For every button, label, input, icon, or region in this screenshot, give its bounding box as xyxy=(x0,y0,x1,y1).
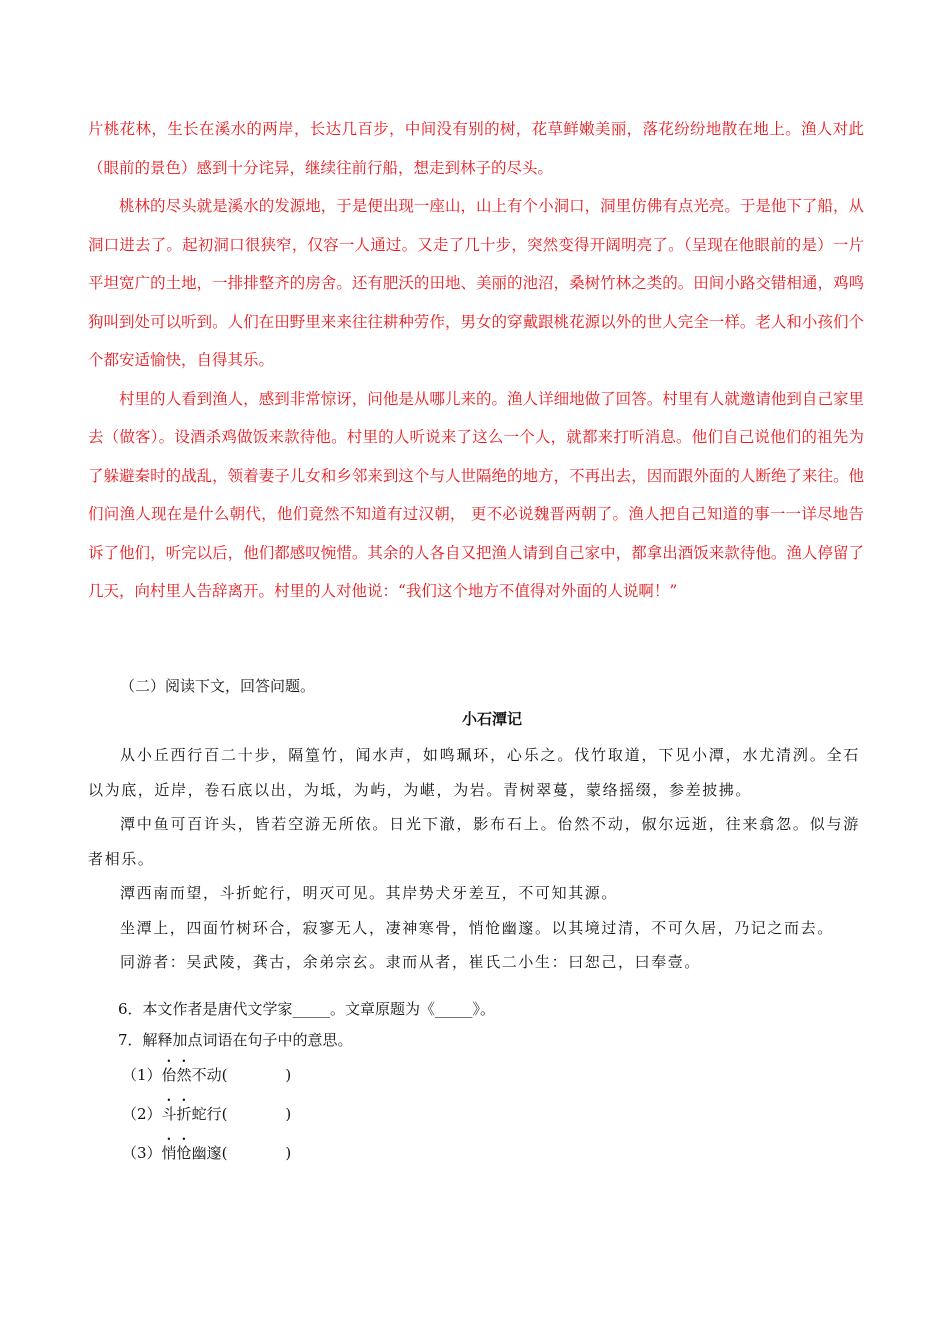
dotted-word: 斗折 xyxy=(161,1105,192,1123)
item-number: （3） xyxy=(122,1144,162,1162)
question-7-item xyxy=(122,1095,858,1134)
question-7-item xyxy=(122,1134,858,1173)
passage-block xyxy=(88,738,860,980)
item-phrase: 幽邃( xyxy=(191,1144,228,1162)
passage-title: 小石潭记 xyxy=(461,710,522,728)
item-phrase: 不动( xyxy=(191,1066,228,1084)
item-number: （1） xyxy=(122,1066,162,1084)
dotted-word: 悄怆 xyxy=(161,1144,192,1162)
section-intro: （二）阅读下文，回答问题。 xyxy=(120,677,316,695)
item-number: （2） xyxy=(122,1105,162,1123)
item-close: ) xyxy=(285,1144,292,1162)
passage-paragraph: 潭西南而望，斗折蛇行，明灭可见。其岸势犬牙差互，不可知其源。 xyxy=(120,884,619,902)
question-7-item xyxy=(122,1056,858,1095)
item-phrase: 蛇行( xyxy=(191,1105,228,1123)
question-7: 7．解释加点词语在句子中的意思。 xyxy=(118,1031,353,1049)
item-close: ) xyxy=(285,1105,292,1123)
translation-paragraph: 桃林的尽头就是溪水的发源地，于是便出现一座山，山上有个小洞口，洞里仿佛有点光亮。于是他下了船，从洞口进去了。起初洞口很狭窄，仅容一人通过。又走了几十步，突然变得开阔明亮了。（呈现在他眼前的是）一片平坦宽广的土地，一排排整齐的房舍。还有肥沃的田地、美丽的池沼，桑树竹林之类的。田间小路交错相通，鸡鸣狗叫到处可以听到。人们在田野里来来往往耕种劳作，男女的穿戴跟桃花源以外的世人完全一样。老人和小孩们个个都安适愉快，自得其乐。 xyxy=(88,197,864,369)
question-6: 6．本文作者是唐代文学家_____。文章原题为《_____》。 xyxy=(118,1000,496,1018)
translation-paragraph: 村里的人看到渔人，感到非常惊讶，问他是从哪儿来的。渔人详细地做了回答。村里有人就邀请他到自己家里去（做客）。设酒杀鸡做饭来款待他。村里的人听说来了这么一个人，就都来打听消息。他们自己说他们的祖先为了躲避秦时的战乱，领着妻子儿女和乡邻来到这个与人世隔绝的地方，不再出去，因而跟外面的人断绝了来往。他们问渔人现在是什么朝代，他们竟然不知道有过汉朝， 更不必说魏晋两朝了。渔人把自己知道的事一一详尽地告诉了他们，听完以后，他们都感叹惋惜。其余的人各自又把渔人请到自己家中，都拿出酒饭来款待他。渔人停留了几天，向村里人告辞离开。村里的人对他说：“我们这个地方不值得对外面的人说啊！” xyxy=(88,389,864,600)
passage-paragraph: 从小丘西行百二十步，隔篁竹，闻水声，如鸣珮环，心乐之。伐竹取道，下见小潭，水尤清洌。全石以为底，近岸，卷石底以出，为坻，为屿，为嵁，为岩。青树翠蔓，蒙络摇缀，参差披拂。 xyxy=(88,746,860,799)
dotted-word: 佁然 xyxy=(161,1066,192,1084)
passage-paragraph: 同游者：吴武陵，龚古，余弟宗玄。隶而从者，崔氏二小生：曰恕己，曰奉壹。 xyxy=(120,953,702,971)
passage-paragraph: 坐潭上，四面竹树环合，寂寥无人，凄神寒骨，悄怆幽邃。以其境过清，不可久居，乃记之而去。 xyxy=(120,918,834,937)
passage-paragraph: 潭中鱼可百许头，皆若空游无所依。日光下澈，影布石上。佁然不动，俶尔远逝，往来翕忽。似与游者相乐。 xyxy=(88,815,860,868)
translation-paragraph: 片桃花林，生长在溪水的两岸，长达几百步，中间没有别的树，花草鲜嫩美丽，落花纷纷地散在地上。渔人对此（眼前的景色）感到十分诧异，继续往前行船，想走到林子的尽头。 xyxy=(88,120,864,177)
questions-block xyxy=(118,994,858,1173)
item-close: ) xyxy=(285,1066,292,1084)
translation-block xyxy=(88,110,864,611)
